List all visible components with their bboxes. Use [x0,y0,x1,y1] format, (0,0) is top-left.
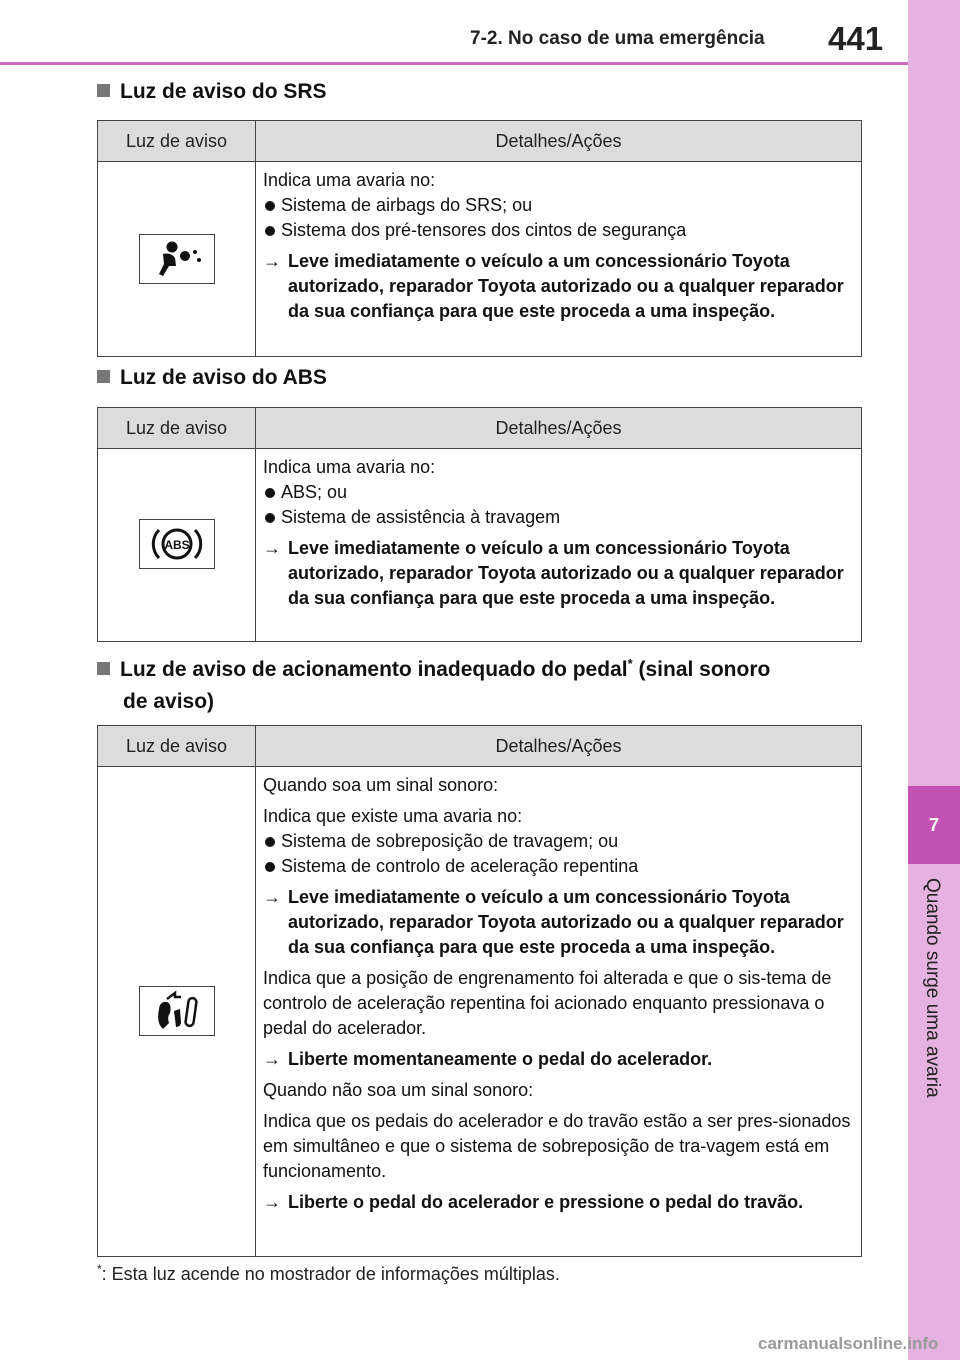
column-header-details: Detalhes/Ações [256,726,862,767]
pedal-bullet-2: Sistema de controlo de aceleração repentina [263,854,853,879]
pedal-action-1 [263,885,853,960]
column-header-light: Luz de aviso [98,121,256,162]
abs-icon-cell [98,449,256,642]
column-header-light: Luz de aviso [98,408,256,449]
pedal-sound-on: Quando soa um sinal sonoro: [263,775,499,795]
abs-intro: Indica uma avaria no: [263,457,436,477]
page-number: 441 [828,20,884,57]
pedal-table [97,725,862,1257]
column-header-light: Luz de aviso [98,726,256,767]
pedal-section-heading [97,648,770,718]
abs-table [97,407,862,642]
side-tab-strip [908,0,960,1360]
srs-intro: Indica uma avaria no: [263,170,436,190]
arrow-icon: → [263,1049,281,1069]
srs-bullet-1: Sistema de airbags do SRS; ou [263,193,853,218]
srs-action [263,249,853,324]
arrow-icon: → [263,538,281,558]
abs-icon-label: ABS [163,538,190,552]
abs-section-heading [97,362,327,394]
abs-warning-icon [139,519,215,569]
footnote-mark: * [97,1262,102,1276]
abs-bullet-2: Sistema de assistência à travagem [263,505,853,530]
pedal-paragraph-2: Indica que a posição de engrenamento foi alterada e que o sis-tema de controlo de aceleração repentina foi acionado enquanto pressionava o pedal do acelerador. [263,968,832,1038]
airbag-warning-icon [139,234,215,284]
pedal-heading-text: Luz de aviso de acionamento inadequado do pedal [120,658,628,681]
pedal-details [256,767,862,1257]
srs-table [97,120,862,357]
pedal-action-1-text: Leve imediatamente o veículo a um concessionário Toyota autorizado, reparador Toyota autorizado ou a qualquer reparador da sua confiança para que este proceda a uma inspeção. [288,887,844,957]
arrow-icon: → [263,1192,281,1212]
square-bullet-icon [97,662,110,675]
square-bullet-icon [97,370,110,383]
column-header-details: Detalhes/Ações [256,121,862,162]
pedal-icon-cell [98,767,256,1257]
footnote-text: : Esta luz acende no mostrador de informações múltiplas. [101,1264,560,1284]
pedal-bullet-1: Sistema de sobreposição de travagem; ou [263,829,853,854]
watermark: carmanualsonline.info [758,1334,939,1353]
side-tab-chapter-title: Quando surge uma avaria [922,878,943,1098]
abs-details [256,449,862,642]
srs-heading-text: Luz de aviso do SRS [120,80,327,103]
pedal-action-2-text: Liberte momentaneamente o pedal do acelerador. [288,1049,713,1069]
pedal-action-2 [263,1047,853,1072]
chapter-header: 7-2. No caso de uma emergência [470,28,765,49]
abs-action-text: Leve imediatamente o veículo a um concessionário Toyota autorizado, reparador Toyota autorizado ou a qualquer reparador da sua confiança para que este proceda a uma inspeção. [288,538,844,608]
pedal-action-3-text: Liberte o pedal do acelerador e pressione o pedal do travão. [288,1192,804,1212]
pedal-heading-line2: de aviso) [123,690,215,713]
side-tab-chapter-number: 7 [908,786,960,864]
pedal-intro: Indica que existe uma avaria no: [263,806,523,826]
arrow-icon: → [263,251,281,271]
pedal-heading-text-end: (sinal sonoro [632,658,771,681]
pedal-paragraph-3: Indica que os pedais do acelerador e do travão estão a ser pres-sionados em simultâneo e que o sistema de sobreposição de tra-vagem está em funcionamento. [263,1111,851,1181]
column-header-details: Detalhes/Ações [256,408,862,449]
footnote-marker: * [627,656,633,671]
pedal-sound-off: Quando não soa um sinal sonoro: [263,1080,534,1100]
pedal-action-3 [263,1190,853,1215]
footnote [97,1262,560,1285]
srs-details [256,162,862,357]
abs-heading-text: Luz de aviso do ABS [120,366,327,389]
header-divider [0,62,908,65]
pedal-misoperation-icon [139,986,215,1036]
abs-action [263,536,853,611]
square-bullet-icon [97,84,110,97]
srs-bullet-2: Sistema dos pré-tensores dos cintos de segurança [263,218,853,243]
srs-section-heading [97,76,327,108]
srs-icon-cell [98,162,256,357]
arrow-icon: → [263,887,281,907]
abs-bullet-1: ABS; ou [263,480,853,505]
srs-action-text: Leve imediatamente o veículo a um concessionário Toyota autorizado, reparador Toyota autorizado ou a qualquer reparador da sua confiança para que este proceda a uma inspeção. [288,251,844,321]
